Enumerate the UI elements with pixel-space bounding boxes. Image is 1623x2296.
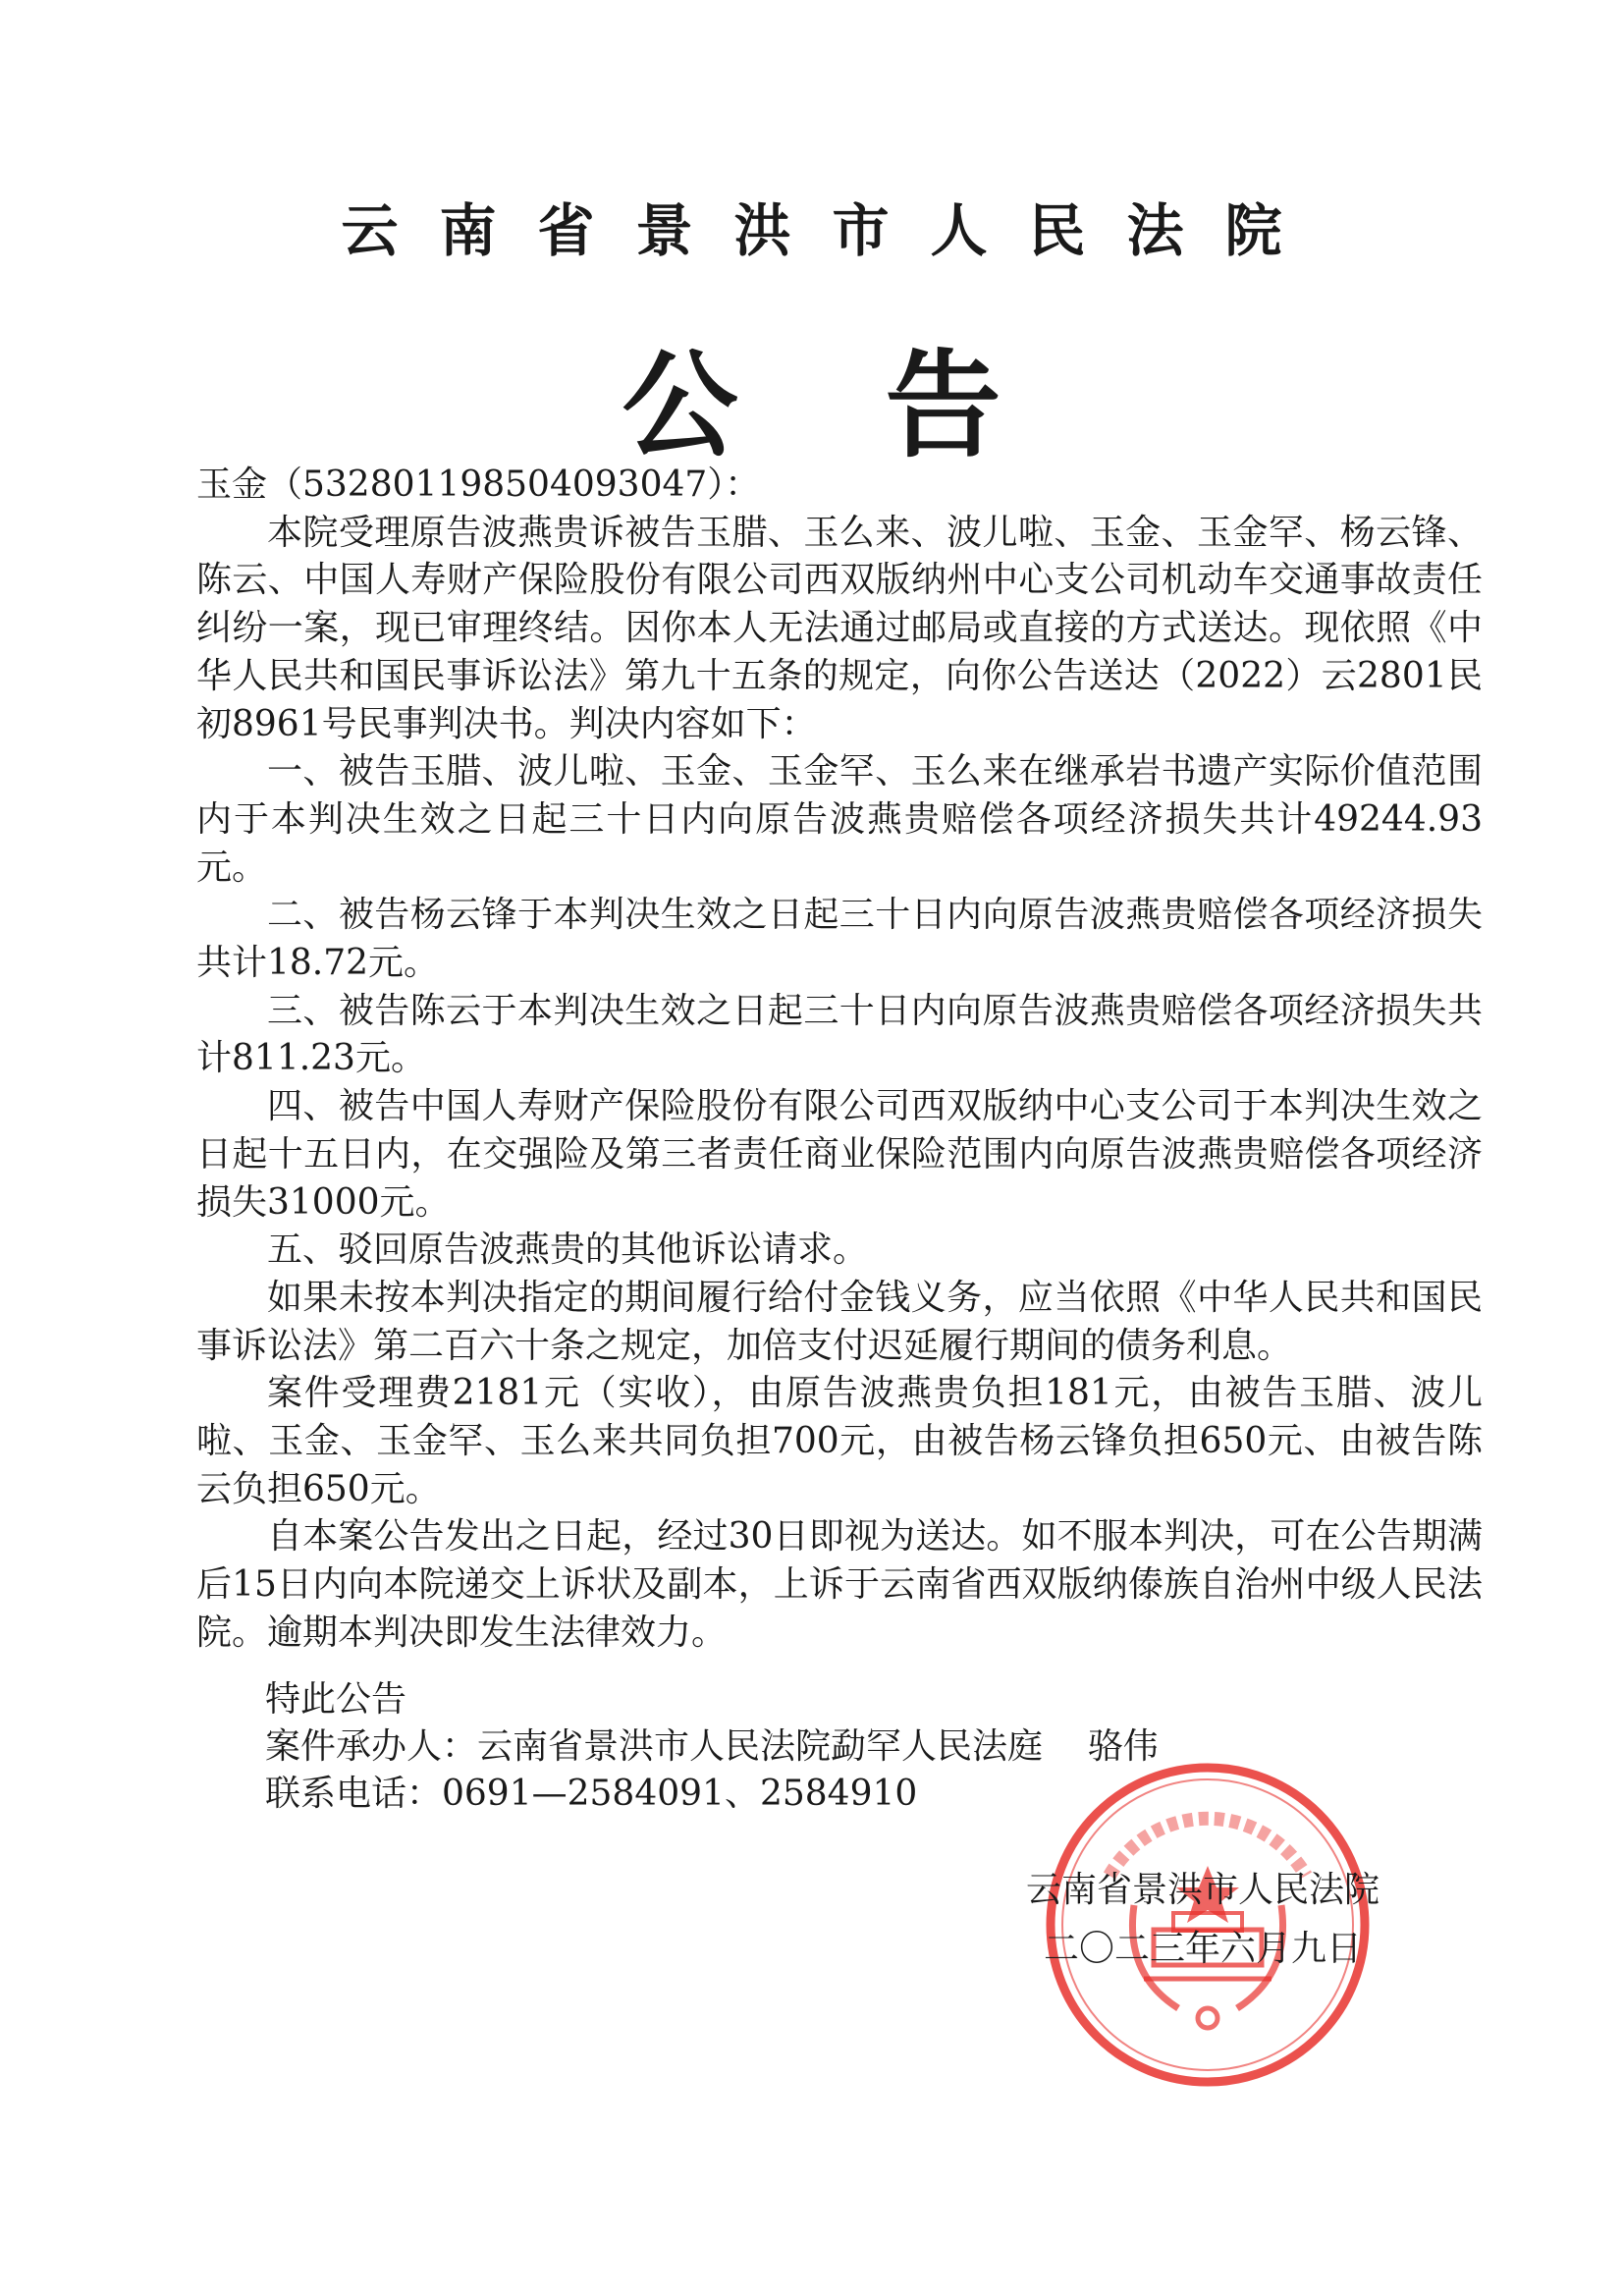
notice-footer: [265, 1676, 1159, 1818]
contact-phone: 联系电话：0691—2584091、2584910: [265, 1774, 918, 1814]
judgment-item-1: 一、被告玉腊、波儿啦、玉金、玉金罕、玉么来在继承岩书遗产实际价值范围内于本判决生效之日起三十日内向原告波燕贵赔偿各项经济损失共计49244.93元。: [196, 751, 1483, 888]
signing-date: 二〇二三年六月九日: [1043, 1929, 1362, 1969]
paragraph-service-appeal: 自本案公告发出之日起，经过30日即视为送达。如不服本判决，可在公告期满后15日内向本院递交上诉状及副本，上诉于云南省西双版纳傣族自治州中级人民法院。逾期本判决即发生法律效力。: [196, 1516, 1483, 1653]
judgment-item-3: 三、被告陈云于本判决生效之日起三十日内向原告波燕贵赔偿各项经济损失共计811.23元。: [196, 990, 1483, 1079]
paragraph-case-fee: 案件受理费2181元（实收），由原告波燕贵负担181元，由被告玉腊、波儿啦、玉金、玉金罕、玉么来共同负担700元，由被告杨云锋负担650元、由被告陈云负担650元。: [196, 1373, 1483, 1509]
signature-block: [972, 1861, 1434, 1979]
judgment-item-5: 五、驳回原告波燕贵的其他诉讼请求。: [267, 1230, 869, 1271]
paragraph-intro: 本院受理原告波燕贵诉被告玉腊、玉么来、波儿啦、玉金、玉金罕、杨云锋、陈云、中国人寿财产保险股份有限公司西双版纳州中心支公司机动车交通事故责任纠纷一案，现已审理终结。因你本人无法通过邮局或直接的方式送达。现依照《中华人民共和国民事诉讼法》第九十五条的规定，向你公告送达（2022）云2801民初8961号民事判决书。判决内容如下：: [196, 512, 1483, 744]
judgment-item-2: 二、被告杨云锋于本判决生效之日起三十日内向原告波燕贵赔偿各项经济损失共计18.72元。: [196, 895, 1483, 984]
case-handler: 案件承办人：云南省景洪市人民法院勐罕人民法庭 骆伟: [265, 1726, 1159, 1767]
notice-body: [196, 462, 1483, 1658]
signing-court: 云南省景洪市人民法院: [1025, 1870, 1380, 1910]
closing-phrase: 特此公告: [265, 1679, 407, 1720]
court-name-heading: 云南省景洪市人民法院: [341, 197, 1324, 264]
document-type-heading: 公告: [622, 338, 1149, 473]
judgment-item-4: 四、被告中国人寿财产保险股份有限公司西双版纳中心支公司于本判决生效之日起十五日内，在交强险及第三者责任商业保险范围内向原告波燕贵赔偿各项经济损失31000元。: [196, 1086, 1483, 1223]
addressee: 玉金（532801198504093047）：: [196, 465, 761, 505]
paragraph-delay-interest: 如果未按本判决指定的期间履行给付金钱义务，应当依照《中华人民共和国民事诉讼法》第二百六十条之规定，加倍支付迟延履行期间的债务利息。: [196, 1277, 1483, 1366]
